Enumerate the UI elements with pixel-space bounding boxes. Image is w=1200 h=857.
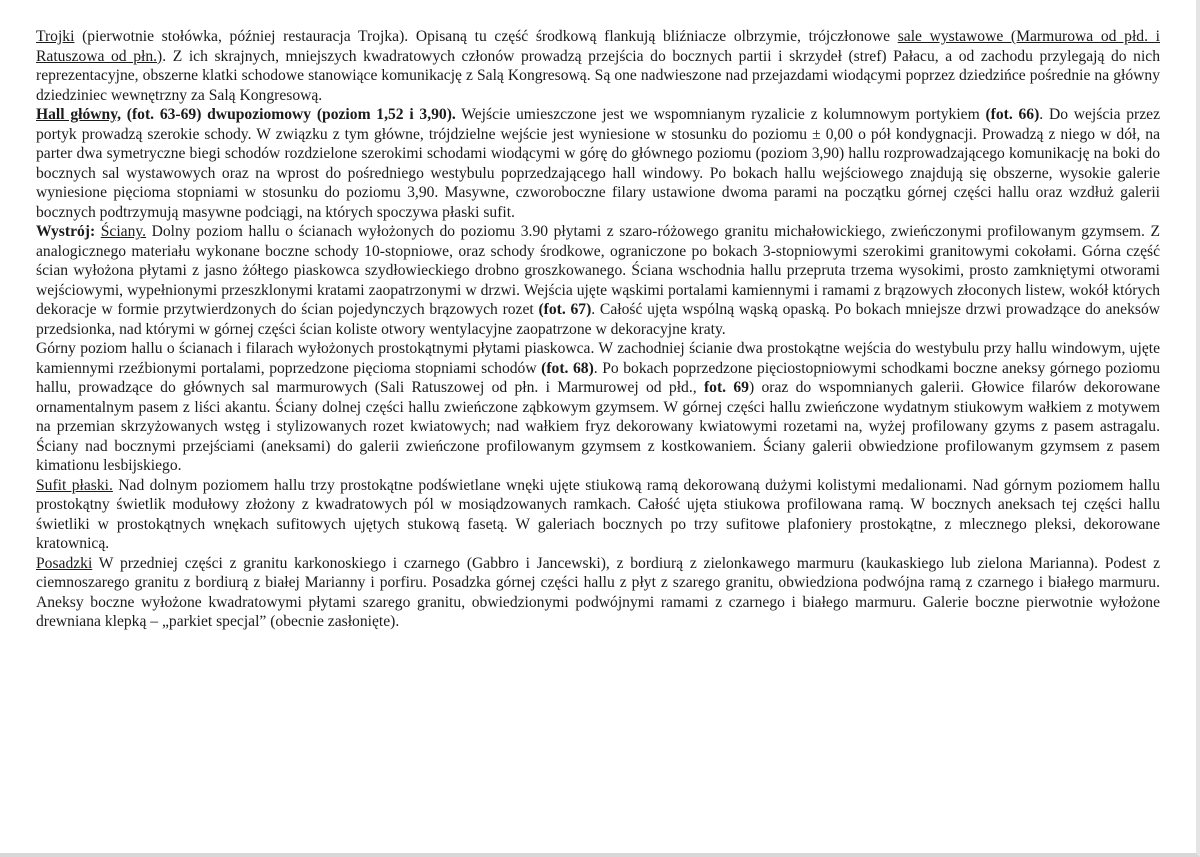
text-span: . Z ich skrajnych, mniejszych kwadratowych członów prowadzą przejścia do bocznych partii i skrzydeł (stref) Pałacu, a od zachodu przylegają do nich reprezentacyjne, obszerne klatki schodowe stanowiące komunikację z Salą Kongresową. Są one nadwieszone nad przejazdami wiodącymi poprzez dziedzińce pośrednie na główny dziedziniec wewnętrzny za Salą Kongresową. — [36, 47, 1160, 104]
text-span: Dolny poziom hallu o ścianach wyłożonych do poziomu 3.90 płytami z szaro-różowego granitu michałowickiego, zwieńczonymi profilowanym gzymsem. Z analogicznego materiału wykonane boczne schody 10-stopniowe, oraz schody środkowe, ograniczone po bokach 3-stopniowymi szerokimi granitowymi cokołami. Górna część ścian wyłożona płytami z jasno żółtego piaskowca szydłowieckiego drobno groszkowanego. Ściana wschodnia hallu przeprutа trzema wysokimi, prosto zamkniętymi otworami wejściowymi, wypełnionymi przeszklonymi kratami zaopatrzonymi w drzwi. Wejścia ujęte wąskimi portalami kamiennymi i ramami z brązowych złoconych listew, wokół których dekoracje w formie przytwierdzonych do ścian pojedynczych brązowych rozet — [36, 223, 1160, 318]
paragraph-floors — [36, 554, 1160, 632]
text-span: ) oraz do wspomnianych galerii. Głowice filarów dekorowane ornamentalnym pasem z liści akantu. Ściany dolnej części hallu zwieńczone ząbkowym gzymsem. W górnej części hallu zwieńczone wydatnym stiukowym wałkiem z motywem na przemian skrzyżowanych wstęg i stylizowanych rozet kwiatowych; nad wałkiem fryz dekorowany kwiatowymi rozetami na, wyżej profilowany gzyms z pasem astragalu. Ściany nad bocznymi przejściami (aneksami) do galerii zwieńczone profilowanym gzymsem z kostkowaniem. Ściany galerii obwiedzione profilowanym gzymsem z pasem kimationu lesbijskiego. — [36, 379, 1160, 474]
text-span: Nad dolnym poziomem hallu trzy prostokątne podświetlane wnęki ujęte stiukową ramą dekorowaną dużymi kolistymi medalionami. Nad górnym poziomem hallu prostokątny świetlik modułowy złożony z kwadratowych pól w mosiądzowanych ramkach. Całość ujęta stiukowa profilowana ramą. W bocznych aneksach tej części hallu świetliki w prostokątnych wnękach sufitowych ujętych stukową fasetą. W galeriach bocznych po trzy sufitowe plafoniery prostokątne, z mlecznego pleksi, dekorowane kratownicą. — [36, 476, 1161, 552]
paragraph-upper-level — [36, 339, 1160, 476]
main-hall-photo-levels: (fot. 63-69) dwupoziomowy (poziom 1,52 i 3,90). — [121, 106, 456, 123]
text-span: W przedniej części z granitu karkonoskiego i czarnego (Gabbro i Jancewski), z bordiurą z zielonkawego marmuru (kaukaskiego lub zielona Marianna). Podest z ciemnoszarego granitu z bordiurą z białej Marianny i porfiru. Posadzka górnej części hallu z płyt z szarego granitu, obwiedziona podwójna ramą z czarnego i białego marmuru. Aneksy boczne wyłożone kwadratowymi płytami szarego granitu, obwiedzionymi podwójnymi ramami z czarnego i białego marmuru. Galerie boczne pierwotnie wyłożone drewniana klepką – „parkiet specjal” (obecnie zasłonięte). — [36, 554, 1160, 630]
text-span: . Po bokach poprzedzone pięciostopniowymi schodkami boczne aneksy górnego poziomu hallu, prowadzące do głównych sal marmurowych (Sali Ratuszowej od płn. i Marmurowej od płd., — [36, 359, 1161, 396]
heading-decor: Wystrój: — [36, 223, 101, 240]
photo-reference: (fot. 66) — [985, 106, 1040, 123]
paragraph-trojki — [36, 27, 1160, 105]
paragraph-walls — [36, 222, 1160, 339]
text-span: (pierwotnie stołówka, później restauracja Trojka). Opisaną tu część środkową flankują bliźniacze olbrzymie, trójczłonowe — [74, 28, 898, 45]
heading-trojki: Trojki — [36, 28, 75, 45]
photo-reference: (fot. 67) — [538, 301, 592, 318]
heading-walls: Ściany. — [100, 223, 147, 240]
heading-floors: Posadzki — [36, 554, 93, 572]
paragraph-main-hall — [36, 105, 1160, 222]
text-span: Górny poziom hallu o ścianach i filarach wyłożonych prostokątnymi płytami piaskowca. W zachodniej ścianie dwa prostokątne wejścia do westybulu przy hallu windowym, ujęte kamiennymi rzeźbionymi portalami, poprzedzone pięcioma stopniami schodów — [36, 340, 1160, 377]
text-span: . Do wejścia przez portyk prowadzą szerokie schody. W związku z tym główne, trójdzielne wejście jest wyniesione w stosunku do poziomu ± 0,00 o pół kondygnacji. Prowadzą z niego w dół, na parter dwa symetryczne biegi schodów rozdzielone szerokimi schodami wiodącymi w górę do głównego poziomu (poziom 3,90) hallu rozprowadzającego komunikację na boki do bocznych sal wystawowych oraz na wprost do pośredniego westybulu poprzedzającego hall windowy. Po bokach hallu wejściowego znajdują się obszerne, wysokie galerie wyniesione pięcioma stopniami w stosunku do poziomu 3,90. Masywne, czworoboczne filary ustawione dwoma parami na początku górnej części hallu oraz wzdłuż galerii bocznych podtrzymują masywne podciągi, na których spoczywa płaski sufit. — [36, 106, 1161, 221]
heading-ceiling: Sufit płaski. — [36, 476, 113, 494]
exhibition-halls-reference: sale wystawowe (Marmurowa od płd. i Ratuszowa od płn.) — [36, 28, 1160, 65]
document-body — [36, 27, 1160, 632]
heading-main-hall: Hall główny, — [36, 106, 122, 123]
paragraph-ceiling — [36, 476, 1160, 554]
text-span: . Całość ujęta wspólną wąską opaską. Po bokach mniejsze drzwi prowadzące do aneksów przedsionka, nad którymi w górnej części ścian koliste otwory wentylacyjne zaopatrzone w dekoracyjne kraty. — [36, 301, 1161, 338]
photo-reference: fot. 69 — [703, 379, 749, 396]
text-span: Wejście umieszczone jest we wspomnianym ryzalicie z kolumnowym portykiem — [455, 106, 986, 123]
photo-reference: (fot. 68) — [541, 359, 594, 377]
